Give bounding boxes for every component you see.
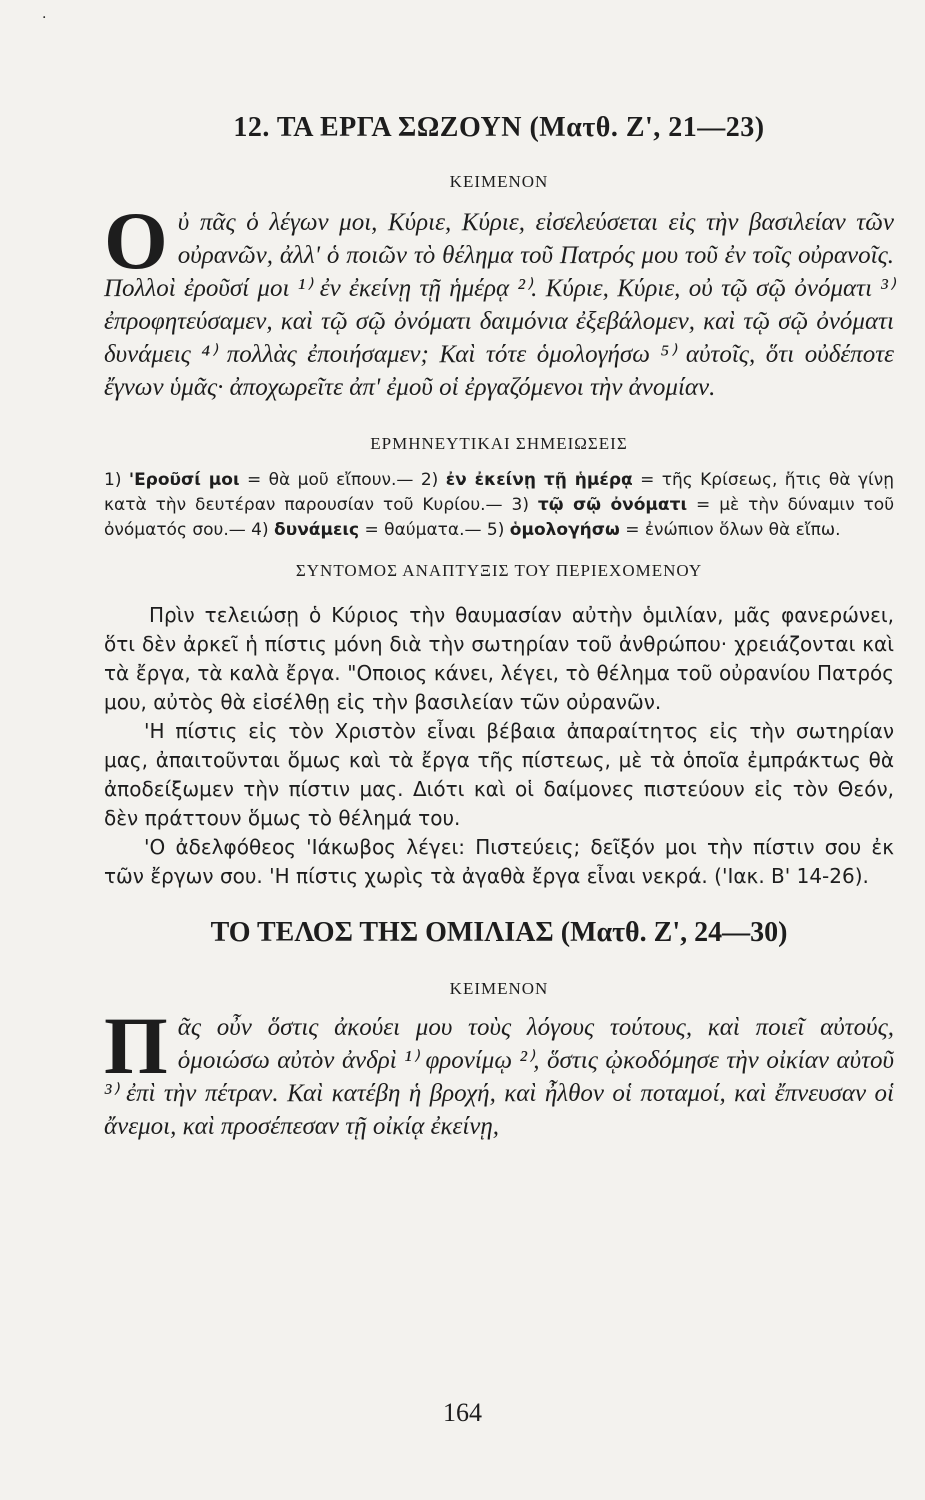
- drop-cap: Ο: [104, 195, 168, 286]
- note-item: 2) ἐν ἐκείνῃ τῇ ἡμέρᾳ = τῆς Κρίσεως, ἥτις θὰ γίνῃ κατὰ τὴν δευτέραν παρουσίαν τοῦ Κυρίου.—: [104, 470, 895, 515]
- page-number: 164: [443, 1398, 482, 1427]
- section-title: 12. ΤΑ ΕΡΓΑ ΣΩΖΟΥΝ (Ματθ. Ζ', 21—23): [233, 112, 765, 143]
- notes-paragraph: [104, 468, 894, 543]
- summary-paragraph: 'Η πίστις εἰς τὸν Χριστὸν εἶναι βέβαια ἀπαραίτητος εἰς τὴν σωτηρίαν μας, ἀπαιτοῦνται ὅμως καὶ τὰ ἔργα τῆς πίστεως, μὲ τὰ ὁποῖα ἐμπράκτως θὰ ἀποδείξωμεν τὴν πίστιν μας. Διότι καὶ οἱ δαίμονες πιστεύουν εἰς τὸν Θεόν, δὲν πράττουν ὅμως τὸ θέλημά του.: [104, 719, 894, 830]
- scripture-text: [104, 195, 894, 404]
- scripture-text-2: [104, 1000, 894, 1143]
- text-label: ΚΕΙΜΕΝΟΝ: [449, 172, 549, 191]
- summary-paragraph: 'Ο ἀδελφόθεος 'Ιάκωβος λέγει: Πιστεύεις; δεῖξόν μοι τὴν πίστιν σου ἐκ τῶν ἔργων σου. 'Η πίστις χωρὶς τὰ ἀγαθὰ ἔργα εἶναι νεκρά. ('Ιακ. Β' 14-26).: [104, 835, 894, 888]
- summary-label: ΣΥΝΤΟΜΟΣ ΑΝΑΠΤΥΞΙΣ ΤΟΥ ΠΕΡΙΕΧΟΜΕΝΟΥ: [295, 561, 703, 580]
- note-item: 4) δυνάμεις = θαύματα.—: [251, 520, 482, 540]
- summary-text: [104, 601, 894, 891]
- note-item: 3) τῷ σῷ ὀνόματι = μὲ τὴν δύναμιν τοῦ ὀνόματός σου.—: [104, 495, 895, 540]
- summary-paragraph: Πρὶν τελειώσῃ ὁ Κύριος τὴν θαυμασίαν αὐτὴν ὁμιλίαν, μᾶς φανερώνει, ὅτι δὲν ἀρκεῖ ἡ πίστις μόνη διὰ τὴν σωτηρίαν τοῦ ἀνθρώπου· χρειάζονται καὶ τὰ ἔργα, τὰ καλὰ ἔργα. "Οποιος κάνει, λέγει, τὸ θέλημα τοῦ οὐρανίου Πατρός μου, αὐτὸς θὰ εἰσέλθῃ εἰς τὴν βασιλείαν τῶν οὐρανῶν.: [104, 603, 894, 714]
- section-title-2: ΤΟ ΤΕΛΟΣ ΤΗΣ ΟΜΙΛΙΑΣ (Ματθ. Ζ', 24—30): [210, 917, 788, 948]
- notes-label: ΕΡΜΗΝΕΥΤΙΚΑΙ ΣΗΜΕΙΩΣΕΙΣ: [370, 434, 628, 453]
- drop-cap-2: Π: [104, 1000, 168, 1091]
- note-item: 1) 'Εροῦσί μοι = θὰ μοῦ εἴπουν.—: [104, 470, 414, 490]
- note-item: 5) ὁμολογήσω = ἐνώπιον ὅλων θὰ εἴπω.: [486, 520, 841, 540]
- scripture-body: ὐ πᾶς ὁ λέγων μοι, Κύριε, Κύριε, εἰσελεύσεται εἰς τὴν βασιλείαν τῶν οὐρανῶν, ἀλλ' ὁ ποιῶν τὸ θέλημα τοῦ Πατρός μου τοῦ ἐν τοῖς οὐρανοῖς. Πολλοὶ ἐροῦσί μοι ¹⁾ ἐν ἐκείνῃ τῇ ἡμέρᾳ ²⁾. Κύριε, Κύριε, οὐ τῷ σῷ ὀνόματι ³⁾ ἐπροφητεύσαμεν, καὶ τῷ σῷ ὀνόματι δαιμόνια ἐξεβάλομεν, καὶ τῷ σῷ ὀνόματι δυνάμεις ⁴⁾ πολλὰς ἐποιήσαμεν; Καὶ τότε ὁμολογήσω ⁵⁾ αὐτοῖς, ὅτι οὐδέποτε ἔγνων ὑμᾶς· ἀποχωρεῖτε ἀπ' ἐμοῦ οἱ ἐργαζόμενοι τὴν ἀνομίαν.: [104, 209, 894, 401]
- page-content: [104, 112, 894, 1143]
- text-label-2: ΚΕΙΜΕΝΟΝ: [449, 979, 549, 998]
- corner-mark: ·: [42, 10, 47, 26]
- scripture-body-2: ᾶς οὖν ὅστις ἀκούει μου τοὺς λόγους τούτους, καὶ ποιεῖ αὐτούς, ὁμοιώσω αὐτὸν ἀνδρὶ ¹⁾ φρονίμῳ ²⁾, ὅστις ᾠκοδόμησε τὴν οἰκίαν αὐτοῦ ³⁾ ἐπὶ τὴν πέτραν. Καὶ κατέβη ἡ βροχή, καὶ ἦλθον οἱ ποταμοί, καὶ ἔπνευσαν οἱ ἄνεμοι, καὶ προσέπεσαν τῇ οἰκίᾳ ἐκείνῃ,: [104, 1014, 894, 1140]
